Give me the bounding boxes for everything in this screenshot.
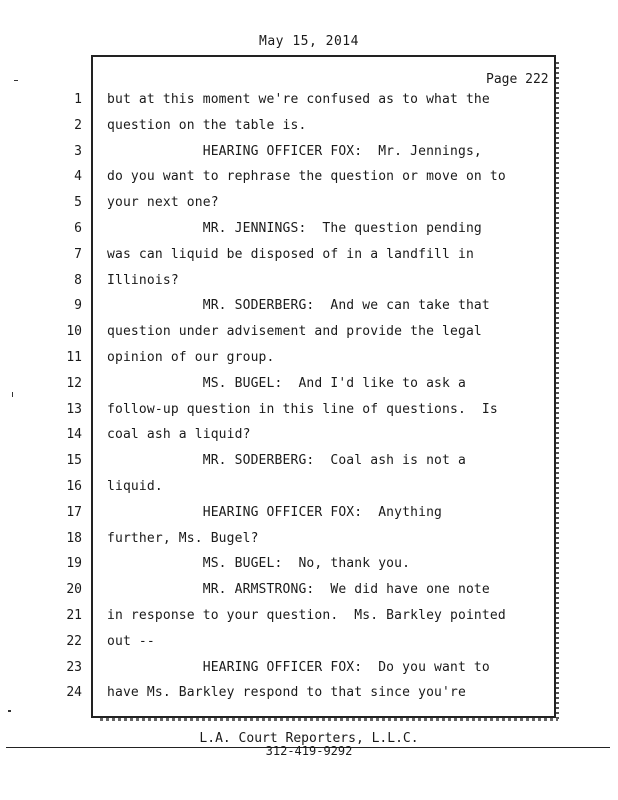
line-text: question under advisement and provide the legal — [107, 324, 482, 340]
line-number: 6 — [74, 221, 82, 236]
line-text: opinion of our group. — [107, 350, 275, 365]
transcript-line — [0, 247, 618, 267]
line-text: have Ms. Barkley respond to that since you're — [107, 685, 466, 701]
line-text: MR. ARMSTRONG: We did have one note — [107, 582, 490, 598]
page-date-header: May 15, 2014 — [259, 34, 359, 49]
line-text: further, Ms. Bugel? — [107, 530, 259, 546]
line-number: 19 — [66, 556, 82, 572]
line-number: 16 — [66, 479, 82, 494]
line-number: 1 — [74, 92, 82, 107]
transcript-line — [0, 479, 618, 499]
transcript-line — [0, 144, 618, 164]
transcript-line — [0, 531, 618, 551]
line-text: out -- — [107, 633, 155, 649]
transcript-line — [0, 118, 618, 138]
line-number: 4 — [74, 169, 82, 185]
transcript-line — [0, 582, 618, 602]
transcript-line — [0, 169, 618, 189]
line-number: 5 — [74, 195, 82, 211]
transcript-line — [0, 324, 618, 344]
line-number: 23 — [66, 659, 82, 675]
line-number: 18 — [66, 530, 82, 546]
transcript-line — [0, 195, 618, 215]
line-number: 2 — [74, 117, 82, 133]
line-number: 12 — [66, 375, 82, 391]
transcript-line — [0, 427, 618, 447]
line-number: 24 — [66, 685, 82, 701]
line-number: 21 — [66, 608, 82, 623]
line-number: 3 — [74, 143, 82, 159]
line-text: MR. SODERBERG: Coal ash is not a — [107, 453, 466, 469]
line-number: 14 — [66, 427, 82, 443]
line-number: 8 — [74, 272, 82, 288]
transcript-line — [0, 376, 618, 396]
scan-speck — [12, 392, 13, 397]
line-text: follow-up question in this line of questions. Is — [107, 401, 498, 417]
line-text: HEARING OFFICER FOX: Do you want to — [107, 659, 490, 675]
line-number: 15 — [66, 453, 82, 469]
line-number: 11 — [66, 350, 82, 365]
transcript-line — [0, 453, 618, 473]
line-text: Illinois? — [107, 272, 179, 288]
line-text: MS. BUGEL: No, thank you. — [107, 556, 411, 572]
transcript-line — [0, 402, 618, 422]
line-text: in response to your question. Ms. Barkley pointed — [107, 608, 506, 623]
line-text: your next one? — [107, 195, 219, 211]
transcript-line — [0, 556, 618, 576]
transcript-line — [0, 608, 618, 628]
line-text: HEARING OFFICER FOX: Anything — [107, 504, 443, 520]
line-text: HEARING OFFICER FOX: Mr. Jennings, — [107, 143, 482, 159]
line-text: coal ash a liquid? — [107, 427, 251, 443]
line-number: 10 — [66, 324, 82, 340]
line-text: MR. JENNINGS: The question pending — [107, 221, 482, 236]
line-number: 13 — [66, 401, 82, 417]
page-number-label: Page 222 — [486, 72, 549, 87]
scan-speck — [14, 80, 18, 81]
transcript-line — [0, 221, 618, 241]
footer-company: L.A. Court Reporters, L.L.C. — [199, 731, 419, 746]
transcript-line — [0, 660, 618, 680]
line-number: 17 — [66, 504, 82, 520]
transcript-line — [0, 685, 618, 705]
line-text: MS. BUGEL: And I'd like to ask a — [107, 375, 466, 391]
transcript-line — [0, 298, 618, 318]
transcript-line — [0, 92, 618, 112]
frame-scan-edge-bottom — [100, 718, 558, 721]
line-number: 7 — [74, 246, 82, 262]
line-number: 20 — [66, 582, 82, 598]
line-number: 22 — [66, 633, 82, 649]
line-number: 9 — [74, 298, 82, 314]
transcript-line — [0, 350, 618, 370]
line-text: question on the table is. — [107, 117, 307, 133]
line-text: was can liquid be disposed of in a landfill in — [107, 246, 474, 262]
line-text: MR. SODERBERG: And we can take that — [107, 298, 490, 314]
transcript-line — [0, 634, 618, 654]
scan-speck — [8, 710, 11, 712]
line-text: do you want to rephrase the question or move on to — [107, 169, 506, 185]
line-text: but at this moment we're confused as to what the — [107, 92, 490, 107]
footer-phone: 312-419-9292 — [265, 744, 353, 758]
transcript-line — [0, 505, 618, 525]
transcript-line — [0, 273, 618, 293]
line-text: liquid. — [107, 479, 163, 494]
